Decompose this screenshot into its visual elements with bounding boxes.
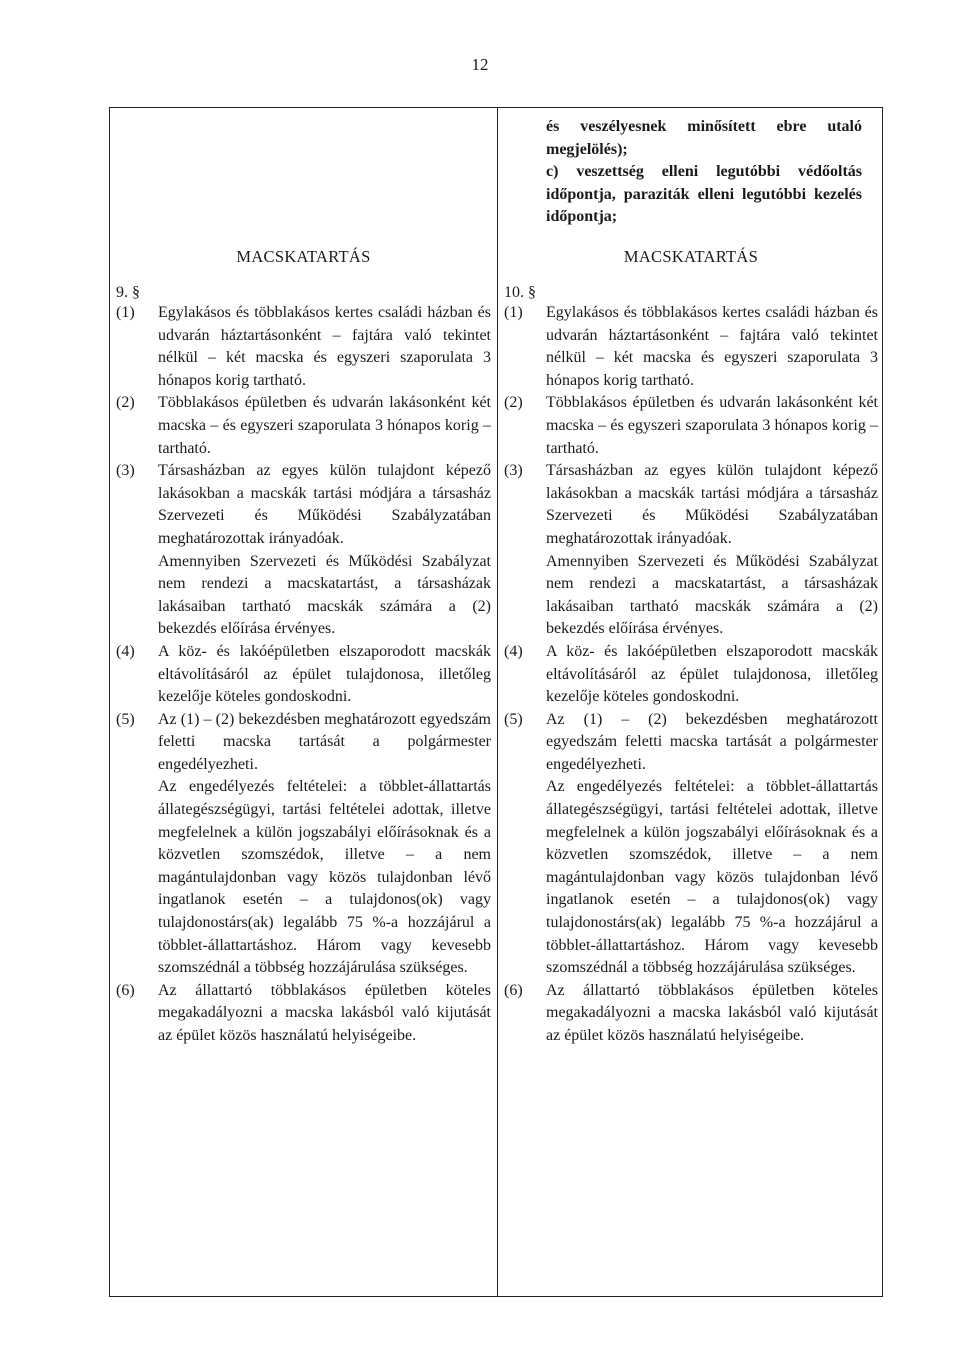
paragraph-text: Társasházban az egyes külön tulajdont képező lakásokban a macskák tartási módjára a társasház Szervezeti és Működési Szabályzatában meghatározottak irányadóak. <box>546 462 878 547</box>
paragraph-number: (1) <box>116 304 135 321</box>
paragraph-text: Az engedélyezés feltételei: a többlet-állattartás állategészségügyi, tartási feltételei adottak, illetve megfelelnek a külön jogszabályi előírásoknak és a közvetlen szomszédok, illetve – a nem magántulajdonban vagy közös tulajdonban lévő ingatlanok esetén – a tulajdonos(ok) vagy tulajdonostárs(ak) legalább 75 %-a hozzájárul a többlet-állattartáshoz. Három vagy kevesebb szomszédnál a többség hozzájárulása szükséges. <box>158 778 491 977</box>
paragraph-text: A köz- és lakóépületben elszaporodott macskák eltávolításáról az épület tulajdonosa, illetőleg kezelője köteles gondoskodni. <box>158 642 491 706</box>
paragraph-number: (2) <box>504 394 523 412</box>
paragraph-number: (3) <box>504 462 523 480</box>
left-paragraph-2 <box>116 392 491 460</box>
paragraph-number: (1) <box>504 304 523 321</box>
left-paragraph-3 <box>116 460 491 641</box>
intro-line: c) veszettség elleni legutóbbi védőoltás időpontja, paraziták elleni legutóbbi kezelés időpontja; <box>546 163 862 226</box>
paragraph-text: Amennyiben Szervezeti és Működési Szabályzat nem rendezi a macskatartást, a társasházak lakásaiban tartható macskák számára a (2) bekezdés előírása érvényes. <box>158 552 491 638</box>
right-paragraph-3 <box>504 460 878 641</box>
right-heading: MACSKATARTÁS <box>623 247 759 266</box>
paragraph-number: (6) <box>116 981 135 999</box>
paragraph-text: Amennyiben Szervezeti és Működési Szabályzat nem rendezi a macskatartást, a társasházak lakásaiban tartható macskák számára a (2) bekezdés előírása érvényes. <box>546 552 878 638</box>
paragraph-number: (6) <box>504 981 523 999</box>
paragraph-text: Az (1) – (2) bekezdésben meghatározott egyedszám feletti macska tartását a polgármester engedélyezheti. <box>546 710 878 773</box>
right-paragraph-4 <box>504 641 878 709</box>
paragraph-number: (2) <box>116 394 135 412</box>
right-intro <box>546 116 862 229</box>
paragraph-text: Az állattartó többlakásos épületben köteles megakadályozni a macska lakásból való kijutását az épület közös használatú helyiségeibe. <box>158 981 491 1044</box>
left-paragraphs <box>116 302 491 1048</box>
paragraph-text: A köz- és lakóépületben elszaporodott macskák eltávolításáról az épület tulajdonosa, illetőleg kezelője köteles gondoskodni. <box>546 642 878 706</box>
paragraph-number: (5) <box>116 710 135 728</box>
left-paragraph-6 <box>116 980 491 1048</box>
left-paragraph-1 <box>116 302 491 392</box>
paragraph-text: Egylakásos és többlakásos kertes családi házban és udvarán háztartásonként – fajtára való tekintet nélkül – két macska és egyszeri szaporulata 3 hónapos korig tartható. <box>546 304 878 389</box>
page-number: 12 <box>471 55 489 74</box>
left-section-number: 9. § <box>116 284 140 301</box>
right-column <box>498 108 884 1296</box>
right-paragraph-2 <box>504 392 878 460</box>
left-heading: MACSKATARTÁS <box>236 247 371 266</box>
right-paragraph-6 <box>504 980 878 1048</box>
paragraph-text: Többlakásos épületben és udvarán lakásonként két macska – és egyszeri szaporulata 3 hónapos korig – tartható. <box>546 394 878 457</box>
paragraph-text: Egylakásos és többlakásos kertes családi házban és udvarán háztartásonként – fajtára való tekintet nélkül – két macska és egyszeri szaporulata 3 hónapos korig tartható. <box>158 304 491 389</box>
left-paragraph-5 <box>116 709 491 980</box>
right-paragraph-1 <box>504 302 878 392</box>
left-column <box>110 108 497 1296</box>
paragraph-text: Az engedélyezés feltételei: a többlet-állattartás állategészségügyi, tartási feltételei adottak, illetve megfelelnek a külön jogszabályi előírásoknak és a közvetlen szomszédok, illetve – a nem magántulajdonban vagy közös tulajdonban lévő ingatlanok esetén – a tulajdonos(ok) vagy tulajdonostárs(ak) legalább 75 %-a hozzájárul a többlet-állattartáshoz. Három vagy kevesebb szomszédnál a többség hozzájárulása szükséges. <box>546 778 878 977</box>
right-paragraphs <box>504 302 878 1048</box>
paragraph-number: (3) <box>116 462 135 480</box>
paragraph-text: Többlakásos épületben és udvarán lakásonként két macska – és egyszeri szaporulata 3 hónapos korig – tartható. <box>158 394 491 457</box>
intro-line: és veszélyesnek minősített ebre utaló megjelölés); <box>546 118 862 158</box>
left-paragraph-4 <box>116 641 491 709</box>
paragraph-text: Az (1) – (2) bekezdésben meghatározott egyedszám feletti macska tartását a polgármester engedélyezheti. <box>158 710 491 773</box>
right-paragraph-5 <box>504 709 878 980</box>
paragraph-number: (5) <box>504 710 523 728</box>
paragraph-text: Az állattartó többlakásos épületben köteles megakadályozni a macska lakásból való kijutását az épület közös használatú helyiségeibe. <box>546 981 878 1044</box>
comparison-table <box>109 107 883 1297</box>
right-section-number: 10. § <box>504 284 536 301</box>
paragraph-number: (4) <box>504 642 523 660</box>
paragraph-number: (4) <box>116 642 135 660</box>
paragraph-text: Társasházban az egyes külön tulajdont képező lakásokban a macskák tartási módjára a társasház Szervezeti és Működési Szabályzatában meghatározottak irányadóak. <box>158 462 491 547</box>
